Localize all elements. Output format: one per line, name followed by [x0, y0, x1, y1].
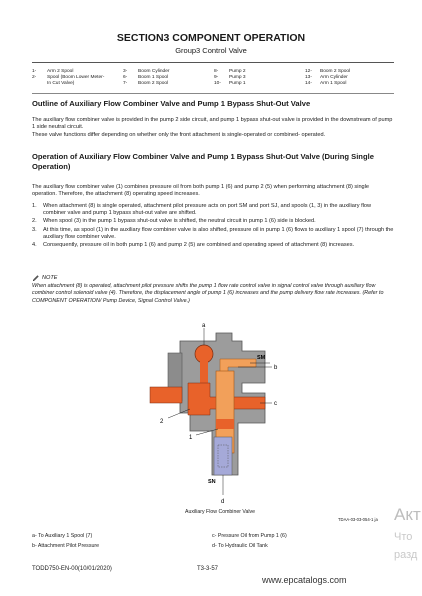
figure-caption: Auxiliary Flow Combiner Valve	[185, 509, 255, 515]
label-a: a	[202, 323, 206, 329]
label-d: d	[221, 499, 225, 505]
activation-overlay-line1: Акт	[394, 505, 421, 524]
valve-diagram	[120, 323, 320, 505]
figure-legend-item: a- To Auxiliary 1 Spool (7)	[32, 533, 93, 539]
parts-legend: 1- Arm 2 Spool 2- Spool (Boom Lower Meter-In Cut Valve) 3- Boom Cylinder 6- Boom 1 Spool 7- Boom 2 Spool 8- Pump 2 9- Pump 3 10- Pump 1 12- Boom 2 Spool 13- Arm Cylinder 14- Arm 1 Spool	[32, 69, 351, 86]
note-text: When attachment (8) is operated, attachment pilot pressure shifts the pump 1 flow rate control valve in signal control valve through auxiliary flow combiner control solenoid valve (4). Therefore, the displacement angle of pump 1 (6) increases and the pump delivery flow rate increases. (Refer to COMPONENT OPERATION/ Pump Device, Signal Control Valve.)	[32, 283, 384, 304]
pencil-icon	[32, 274, 40, 282]
label-b: b	[274, 365, 278, 371]
activation-overlay-line2: Что	[394, 531, 413, 543]
figure-legend-item: b- Attachment Pilot Pressure	[32, 543, 100, 549]
header-divider	[32, 62, 394, 63]
note-header: NOTE	[32, 274, 58, 282]
label-sn: SN	[208, 479, 216, 485]
label-c: c	[274, 401, 277, 407]
spool-land	[216, 419, 234, 429]
operation-intro: The auxiliary flow combiner valve (1) combines pressure oil from both pump 1 (6) and pump 2 (5) when performing attachment (8) single operation. Therefore, the attachment (8) operating speed increases.	[32, 184, 370, 198]
outline-paragraph-2: These valve functions differ depending on whether only the front attachment is single-operated or combined- operated.	[32, 132, 326, 138]
legend-divider	[32, 93, 394, 94]
outline-heading: Outline of Auxiliary Flow Combiner Valve and Pump 1 Bypass Shut-Out Valve	[32, 99, 311, 108]
operation-heading: Operation of Auxiliary Flow Combiner Valve and Pump 1 Bypass Shut-Out Valve (During Single Operation)	[32, 152, 374, 171]
label-1: 1	[189, 435, 193, 441]
section-title: SECTION3 COMPONENT OPERATION	[116, 32, 306, 44]
label-sm: SM	[257, 355, 266, 361]
footer-doc-code: TODD750-EN-00(10/01/2020)	[32, 566, 112, 572]
leader-2	[168, 409, 190, 418]
port-a-circle	[195, 345, 213, 363]
website-link[interactable]: www.epcatalogs.com	[262, 575, 347, 585]
figure-legend-item: c- Pressure Oil from Pump 1 (6)	[212, 533, 287, 539]
activation-overlay-line3: разд	[394, 549, 418, 561]
figure-code: TDAA-03-03-054-1 ja	[338, 517, 378, 522]
operation-steps	[32, 203, 394, 250]
step-item: 3. At this time, as spool (1) in the auxiliary flow combiner valve is also shifted, pressure oil in pump 1 (6) flows to auxiliary 1 spool (7) through the auxiliary flow combiner valve.	[32, 226, 394, 240]
group-subtitle: Group3 Control Valve	[175, 46, 247, 55]
step-item: 2. When spool (3) in the pump 1 bypass shut-out valve is shifted, the neutral circuit in pump 1 (6) side is blocked.	[32, 218, 316, 225]
step-item: 4. Consequently, pressure oil in both pump 1 (6) and pump 2 (5) are combined and operating speed of attachment (8) increases.	[32, 242, 355, 249]
spool-left-block	[150, 387, 182, 403]
outline-paragraph: The auxiliary flow combiner valve is provided in the pump 2 side circuit, and pump 1 bypass shut-out valve is provided in the downstream of pump 1 side neutral circuit.	[32, 117, 393, 131]
page-number: T3-3-57	[197, 566, 219, 572]
label-2: 2	[160, 419, 164, 425]
tank-passage	[214, 437, 232, 475]
figure-legend-item: d- To Hydraulic Oil Tank	[212, 543, 268, 549]
step-item: 1. When attachment (8) is single operated, attachment pilot pressure acts on port SM and port SJ, and spools (1, 3) in the auxiliary flow combiner valve and pump 1 bypass shut-out valve are shifted.	[32, 203, 372, 217]
